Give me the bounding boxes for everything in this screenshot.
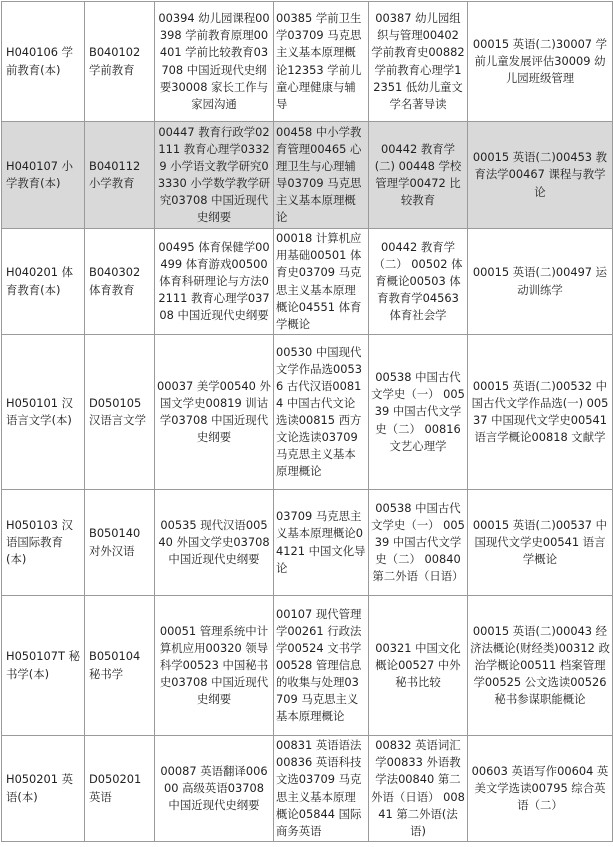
course-group-4-cell: 00015 英语(二)00537 中国现代文学史00541 语言学概论: [468, 490, 613, 596]
major-code-cell: D050201 英语: [85, 736, 155, 842]
table-row: [2, 335, 613, 490]
table-row: [2, 596, 613, 736]
table-row: [2, 490, 613, 596]
major-code-cell: D050105 汉语言文学: [85, 335, 155, 490]
major-name-cell: H050107T 秘书学(本): [2, 596, 85, 736]
course-group-2-cell: 00107 现代管理学00261 行政法学00524 文书学00528 管理信息的收集与处理03709 马克思主义基本原理概论: [274, 596, 369, 736]
exam-plan-table: [1, 1, 613, 842]
major-code-cell: B040112 小学教育: [85, 122, 155, 229]
major-name-cell: H050103 汉语国际教育(本): [2, 490, 85, 596]
course-group-3-cell: 00538 中国古代文学史（一） 00539 中国古代文学史（二） 00840 第二外语（日语）: [369, 490, 468, 596]
course-group-3-cell: 00832 英语词汇学00833 外语教学法00840 第二外语（日语） 00841 第二外语(法语): [369, 736, 468, 842]
course-group-4-cell: 00015 英语(二)00497 运动训练学: [468, 229, 613, 335]
course-group-2-cell: 00458 中小学教育管理00465 心理卫生与心理辅导03709 马克思主义基本原理概论: [274, 122, 369, 229]
course-group-1-cell: 00051 管理系统中计算机应用00320 领导科学00523 中国秘书史03708 中国近现代史纲要: [155, 596, 274, 736]
course-group-3-cell: 00538 中国古代文学史（一） 00539 中国古代文学史（二） 00816 文艺心理学: [369, 335, 468, 490]
table-row: [2, 229, 613, 335]
course-group-3-cell: 00442 教育学（二） 00502 体育概论00503 体育教育学04563 体育社会学: [369, 229, 468, 335]
major-name-cell: H050201 英语(本): [2, 736, 85, 842]
course-group-4-cell: 00015 英语(二)00532 中国古代文学作品选(一) 00537 中国现代文学史00541 语言学概论00818 文献学: [468, 335, 613, 490]
course-group-1-cell: 00447 教育行政学02111 教育心理学03329 小学语文教学研究03330 小学数学教学研究03708 中国近现代史纲要: [155, 122, 274, 229]
table-row: [2, 2, 613, 122]
table-row: [2, 736, 613, 842]
major-code-cell: B040302 体育教育: [85, 229, 155, 335]
course-group-1-cell: 00037 美学00540 外国文学史00819 训诂学03708 中国近现代史纲要: [155, 335, 274, 490]
course-group-1-cell: 00495 体育保健学00499 体育游戏00500 体育科研理论与方法02111 教育心理学03708 中国近现代史纲要: [155, 229, 274, 335]
course-group-2-cell: 00530 中国现代文学作品选00536 古代汉语00814 中国古代文论选读00815 西方文论选读03709 马克思主义基本原理概论: [274, 335, 369, 490]
course-group-2-cell: 00385 学前卫生学03709 马克思主义基本原理概论12353 学前儿童心理健康与辅导: [274, 2, 369, 122]
course-group-4-cell: 00015 英语(二)00453 教育法学00467 课程与教学论: [468, 122, 613, 229]
major-name-cell: H050101 汉语言文学(本): [2, 335, 85, 490]
course-group-1-cell: 00535 现代汉语00540 外国文学史03708 中国近现代史纲要: [155, 490, 274, 596]
course-group-2-cell: 00831 英语语法00836 英语科技文选03709 马克思主义基本原理概论05844 国际商务英语: [274, 736, 369, 842]
course-group-4-cell: 00603 英语写作00604 英美文学选读00795 综合英语（二）: [468, 736, 613, 842]
major-name-cell: H040107 小学教育(本): [2, 122, 85, 229]
major-code-cell: B040102 学前教育: [85, 2, 155, 122]
major-code-cell: B050104 秘书学: [85, 596, 155, 736]
major-code-cell: B050140 对外汉语: [85, 490, 155, 596]
major-name-cell: H040201 体育教育(本): [2, 229, 85, 335]
course-group-3-cell: 00321 中国文化概论00527 中外秘书比较: [369, 596, 468, 736]
course-group-1-cell: 00087 英语翻译00600 高级英语03708 中国近现代史纲要: [155, 736, 274, 842]
course-group-2-cell: 00018 计算机应用基础00501 体育史03709 马克思主义基本原理概论04551 体育学概论: [274, 229, 369, 335]
course-group-4-cell: 00015 英语(二)30007 学前儿童发展评估30009 幼儿园班级管理: [468, 2, 613, 122]
course-group-3-cell: 00387 幼儿园组织与管理00402 学前教育史00882 学前教育心理学12351 低幼儿童文学名著导读: [369, 2, 468, 122]
major-name-cell: H040106 学前教育(本): [2, 2, 85, 122]
table-row: [2, 122, 613, 229]
course-group-1-cell: 00394 幼儿园课程00398 学前教育原理00401 学前比较教育03708 中国近现代史纲要30008 家长工作与家园沟通: [155, 2, 274, 122]
course-group-2-cell: 03709 马克思主义基本原理概论04121 中国文化导论: [274, 490, 369, 596]
course-group-3-cell: 00442 教育学(二) 00448 学校管理学00472 比较教育: [369, 122, 468, 229]
course-group-4-cell: 00015 英语(二)00043 经济法概论(财经类)00312 政治学概论00511 档案管理学00525 公文选读00526 秘书参谋职能概论: [468, 596, 613, 736]
